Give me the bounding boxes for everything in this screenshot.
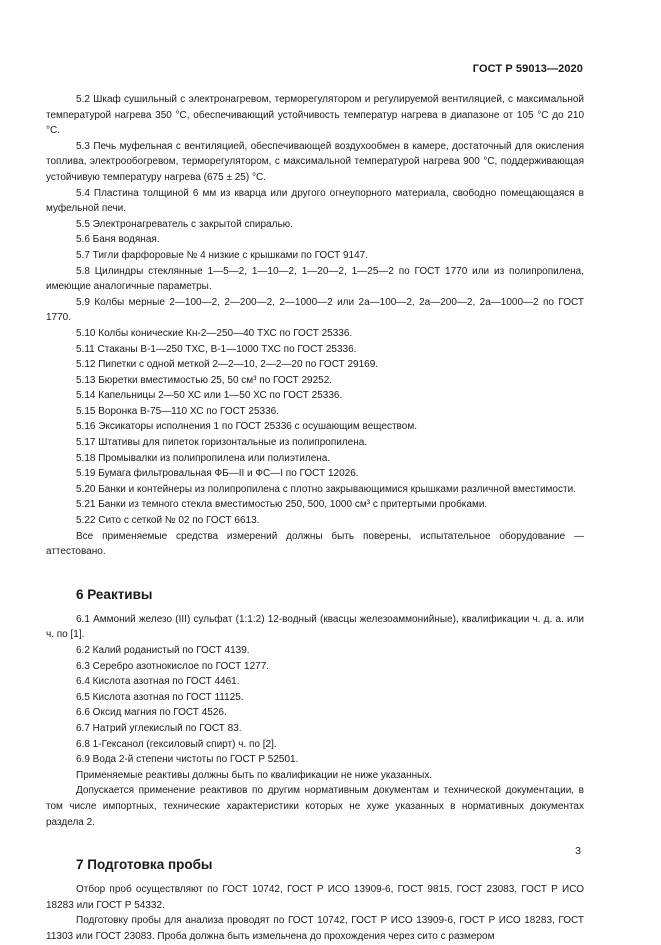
equipment-item-paragraph: 5.2 Шкаф сушильный с электронагревом, терморегулятором и регулируемой вентиляцией, с максимальной температурой нагрева 350 °С, обеспечивающий устойчивость температур нагрева в диапазоне от 105 °С до 210 °С. — [46, 94, 584, 137]
reagent-item-paragraph: 6.8 1-Гексанол (гексиловый спирт) ч. по [2]. — [76, 738, 277, 750]
equipment-item-paragraph: 5.4 Пластина толщиной 6 мм из кварца или другого огнеупорного материала, свободно помещающаяся в муфельной печи. — [46, 187, 584, 215]
equipment-item-paragraph: 5.20 Банки и контейнеры из полипропилена с плотно закрывающимися крышками различной вместимости. — [76, 483, 576, 495]
section-6-body — [46, 612, 584, 830]
equipment-item-paragraph: 5.7 Тигли фарфоровые № 4 низкие с крышками по ГОСТ 9147. — [76, 249, 369, 261]
equipment-item-paragraph: 5.17 Штативы для пипеток горизонтальные из полипропилена. — [76, 437, 368, 449]
equipment-item-paragraph: 5.8 Цилиндры стеклянные 1—5—2, 1—10—2, 1—20—2, 1—25—2 по ГОСТ 1770 или из полипропилена, имеющие аналогичные параметры. — [46, 265, 584, 293]
section-6-heading: 6 Реактивы — [76, 586, 153, 602]
reagent-item-paragraph: 6.7 Натрий углекислый по ГОСТ 83. — [76, 722, 242, 734]
equipment-item-paragraph: 5.5 Электронагреватель с закрытой спиралью. — [76, 218, 293, 230]
reagent-item-paragraph: 6.1 Аммоний железо (III) сульфат (1:1:2) 12-водный (квасцы железоаммонийные), квалификации ч. д. а. или ч. по [1]. — [46, 613, 584, 641]
reagent-item-paragraph: 6.4 Кислота азотная по ГОСТ 4461. — [76, 676, 240, 688]
equipment-item-paragraph: 5.21 Банки из темного стекла вместимостью 250, 500, 1000 см³ с притертыми пробками. — [76, 499, 488, 511]
equipment-item-paragraph: 5.22 Сито с сеткой № 02 по ГОСТ 6613. — [76, 515, 260, 527]
equipment-item-paragraph: Все применяемые средства измерений должны быть поверены, испытательное оборудование — аттестовано. — [46, 530, 584, 558]
reagent-item-paragraph: 6.2 Калий роданистый по ГОСТ 4139. — [76, 645, 250, 656]
equipment-item-paragraph: 5.14 Капельницы 2—50 ХС или 1—50 ХС по ГОСТ 25336. — [76, 390, 343, 402]
reagent-item-paragraph: 6.9 Вода 2-й степени чистоты по ГОСТ Р 52501. — [76, 754, 299, 766]
equipment-item-paragraph: 5.6 Баня водяная. — [76, 234, 160, 246]
reagent-item-paragraph: 6.5 Кислота азотная по ГОСТ 11125. — [76, 691, 244, 703]
document-id-header: ГОСТ Р 59013—2020 — [472, 63, 583, 75]
section-7-body — [46, 882, 584, 944]
sample-prep-paragraph: Отбор проб осуществляют по ГОСТ 10742, ГОСТ Р ИСО 13909-6, ГОСТ 9815, ГОСТ 23083, ГОСТ Р ИСО 18283 или ГОСТ Р 54332. — [46, 884, 584, 911]
sample-prep-paragraph: Подготовку пробы для анализа проводят по ГОСТ 10742, ГОСТ Р ИСО 13909-6, ГОСТ Р ИСО 18283, ГОСТ 11303 или ГОСТ 23083. Проба должна быть измельчена до прохождения через сито с размером — [46, 915, 584, 942]
equipment-item-paragraph: 5.16 Эксикаторы исполнения 1 по ГОСТ 25336 с осушающим веществом. — [76, 421, 417, 433]
equipment-item-paragraph: 5.11 Стаканы В-1—250 ТХС, В-1—1000 ТХС по ГОСТ 25336. — [76, 343, 357, 355]
equipment-list — [46, 92, 584, 560]
section-7-heading: 7 Подготовка пробы — [76, 857, 213, 873]
equipment-item-paragraph: 5.19 Бумага фильтровальная ФБ—II и ФС—I по ГОСТ 12026. — [76, 468, 359, 480]
reagent-item-paragraph: 6.3 Серебро азотнокислое по ГОСТ 1277. — [76, 660, 270, 672]
reagent-item-paragraph: 6.6 Оксид магния по ГОСТ 4526. — [76, 707, 227, 719]
page-content — [46, 92, 584, 945]
equipment-item-paragraph: 5.9 Колбы мерные 2—100—2, 2—200—2, 2—1000—2 или 2а—100—2, 2а—200—2, 2а—1000—2 по ГОСТ 1770. — [46, 296, 584, 324]
equipment-item-paragraph: 5.15 Воронка В-75—110 ХС по ГОСТ 25336. — [76, 405, 279, 417]
equipment-item-paragraph: 5.18 Промывалки из полипропилена или полиэтилена. — [76, 452, 331, 464]
reagent-item-paragraph: Допускается применение реактивов по другим нормативным документам и технической документации, в том числе импортных, технические характеристики которых не хуже указанных в нормативных документах раздела 2. — [46, 785, 584, 828]
reagent-item-paragraph: Применяемые реактивы должны быть по квалификации не ниже указанных. — [76, 769, 433, 781]
equipment-item-paragraph: 5.13 Бюретки вместимостью 25, 50 см³ по ГОСТ 29252. — [76, 374, 333, 386]
equipment-item-paragraph: 5.12 Пипетки с одной меткой 2—2—10, 2—2—20 по ГОСТ 29169. — [76, 359, 379, 371]
page-number: 3 — [575, 845, 581, 857]
equipment-item-paragraph: 5.3 Печь муфельная с вентиляцией, обеспечивающей воздухообмен в камере, достаточный для окисления топлива, электрообогревом, терморегулятором, с максимальной температурой нагрева 900 °С, поддерживающая устойчивую температуру нагрева (675 ± 25) °С. — [46, 140, 584, 183]
equipment-item-paragraph: 5.10 Колбы конические Кн-2—250—40 ТХС по ГОСТ 25336. — [76, 327, 353, 339]
